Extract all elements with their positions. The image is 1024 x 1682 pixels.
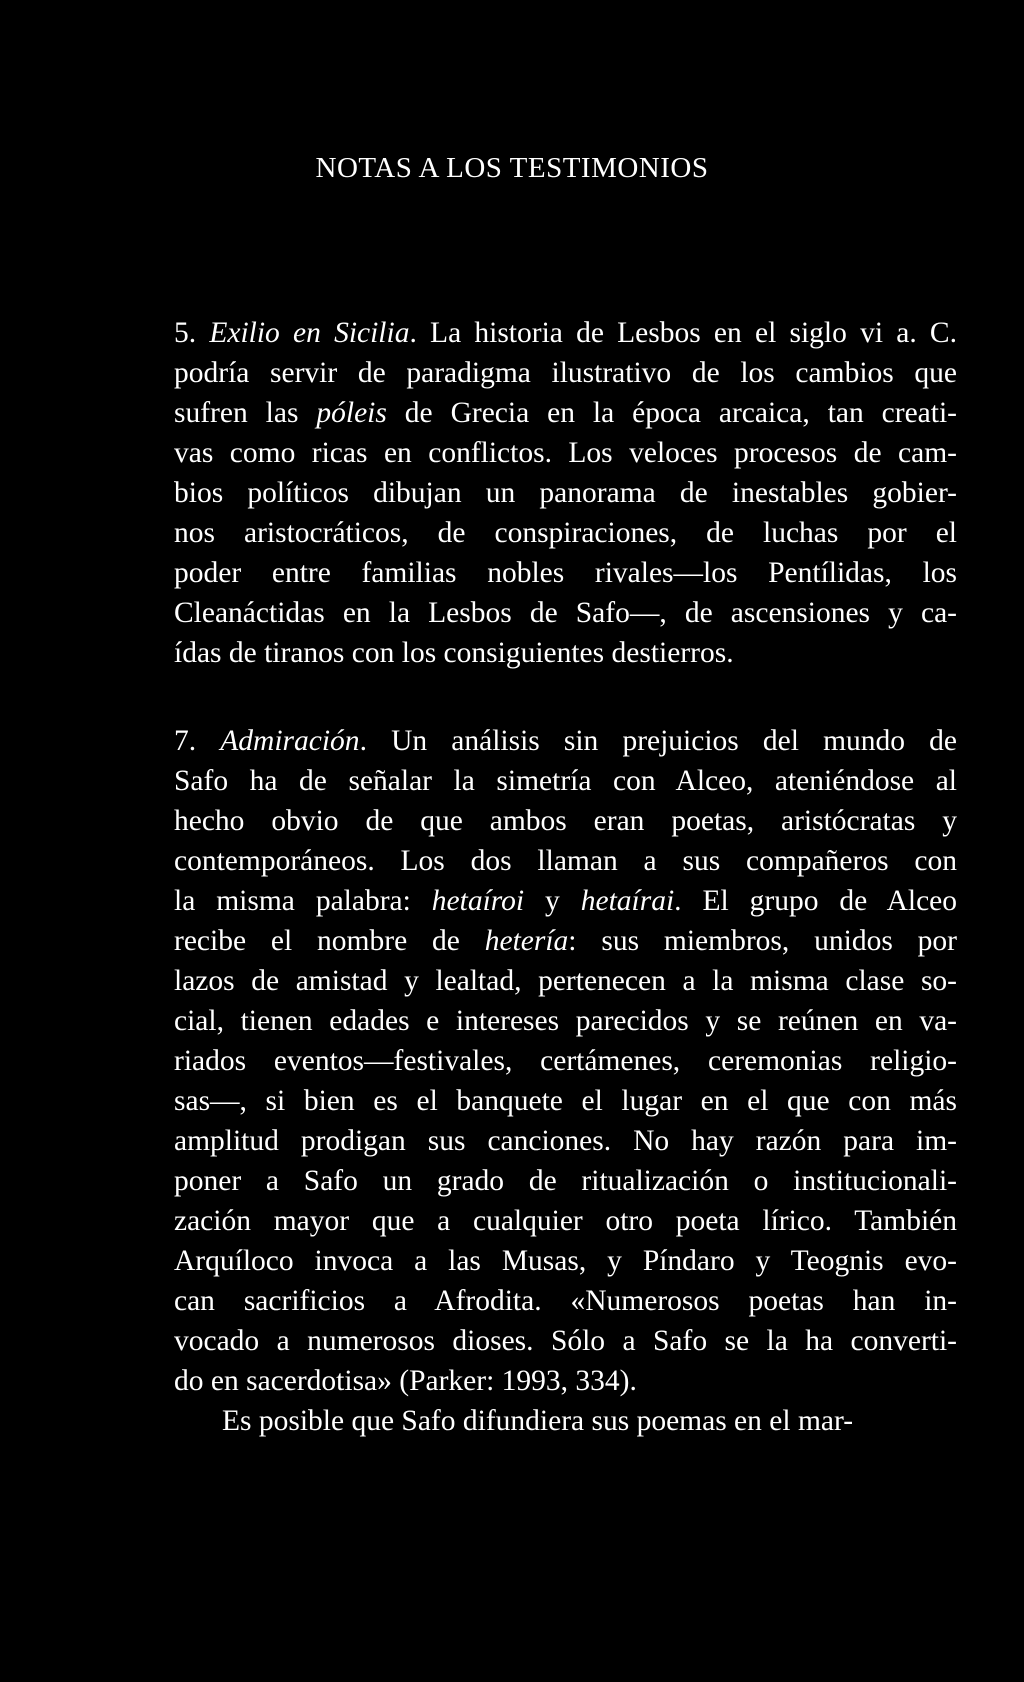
text-line: Arquíloco invoca a las Musas, y Píndaro y Teognis evo- [174,1245,957,1277]
text-line: Es posible que Safo difundiera sus poemas en el mar- [222,1405,854,1437]
text-line: riados eventos—festivales, certámenes, ceremonias religio- [174,1045,957,1077]
text-line: ídas de tiranos con los consiguientes destierros. [174,637,734,669]
text-line: amplitud prodigan sus canciones. No hay razón para im- [174,1125,957,1157]
text-line: recibe el nombre de hetería: sus miembros, unidos por [174,925,957,957]
text-line: vocado a numerosos dioses. Sólo a Safo se la ha converti- [174,1325,957,1357]
text-line: zación mayor que a cualquier otro poeta lírico. También [174,1205,957,1237]
text-line: poner a Safo un grado de ritualización o institucionali- [174,1165,957,1197]
text-line: Cleanáctidas en la Lesbos de Safo—, de ascensiones y ca- [174,597,957,629]
text-line: lazos de amistad y lealtad, pertenecen a la misma clase so- [174,965,957,997]
text-line: la misma palabra: hetaíroi y hetaírai. El grupo de Alceo [174,885,958,917]
text-line: cial, tienen edades e intereses parecidos y se reúnen en va- [174,1005,957,1037]
text-line: podría servir de paradigma ilustrativo de los cambios que [174,357,957,389]
text-line: sufren las póleis de Grecia en la época arcaica, tan creati- [174,397,957,429]
note-7 [174,721,957,1441]
text-line: 7. Admiración. Un análisis sin prejuicios del mundo de [174,725,958,757]
note-5 [174,313,957,673]
text-line: nos aristocráticos, de conspiraciones, de luchas por el [174,517,957,549]
text-line: can sacrificios a Afrodita. «Numerosos poetas han in- [174,1285,957,1317]
text-line: poder entre familias nobles rivales—los Pentílidas, los [174,557,957,589]
text-line: do en sacerdotisa» (Parker: 1993, 334). [174,1365,637,1397]
text-line: sas—, si bien es el banquete el lugar en el que con más [174,1085,957,1117]
text-line: bios políticos dibujan un panorama de inestables gobier- [174,477,957,509]
text-line: Safo ha de señalar la simetría con Alceo, ateniéndose al [174,765,957,797]
text-line: contemporáneos. Los dos llaman a sus compañeros con [174,845,957,877]
text-line: 5. Exilio en Sicilia. La historia de Lesbos en el siglo vi a. C. [174,317,957,349]
text-line: hecho obvio de que ambos eran poetas, aristócratas y [174,805,957,837]
page-title: NOTAS A LOS TESTIMONIOS [315,152,709,184]
text-line: vas como ricas en conflictos. Los veloces procesos de cam- [174,437,957,469]
